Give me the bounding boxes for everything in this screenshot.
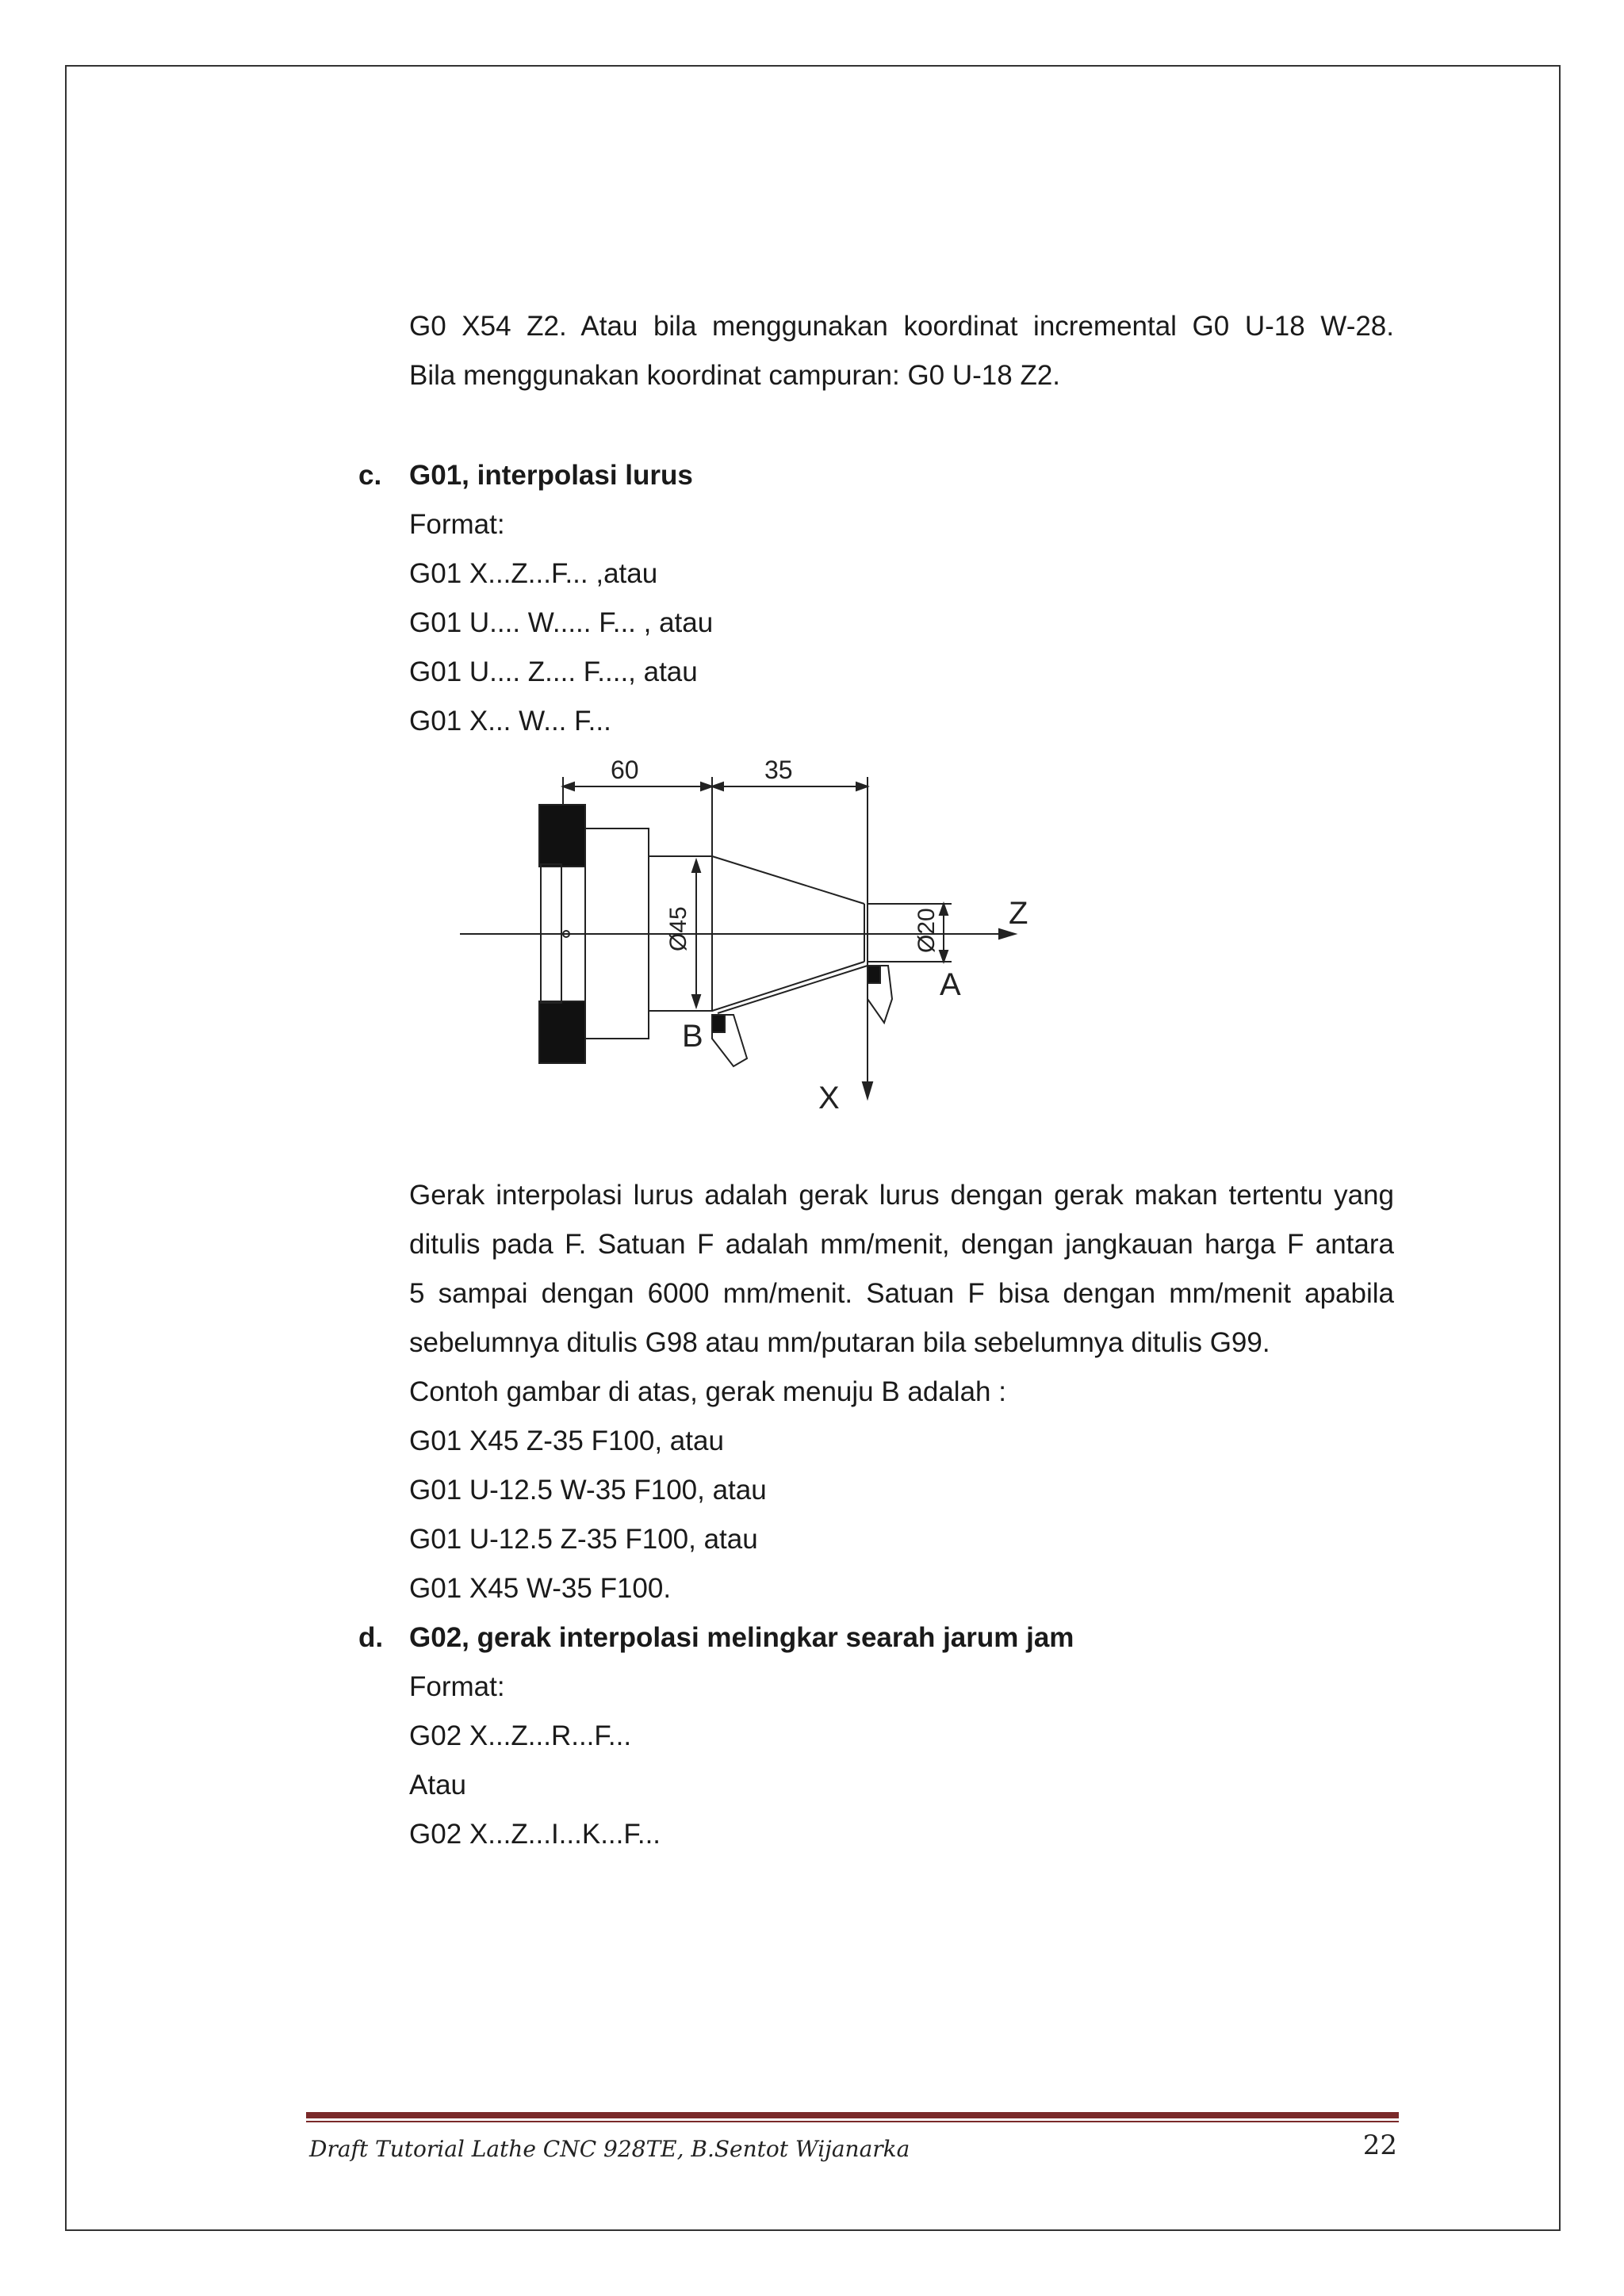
section-d-heading: G02, gerak interpolasi melingkar searah jarum jam xyxy=(409,1622,1074,1653)
dim-arrow xyxy=(712,783,723,790)
dim-label-60: 60 xyxy=(611,756,639,784)
taper-top xyxy=(712,856,864,904)
footer-text: Draft Tutorial Lathe CNC 928TE, B.Sentot Wijanarka xyxy=(309,2136,910,2162)
paragraph-line: Contoh gambar di atas, gerak menuju B adalah : xyxy=(409,1376,1006,1407)
paragraph-line: sebelumnya ditulis G98 atau mm/putaran bila sebelumnya ditulis G99. xyxy=(409,1327,1270,1358)
tool-b-tip xyxy=(712,1015,725,1032)
format-line: G01 U.... Z.... F...., atau xyxy=(409,656,698,687)
section-c-marker: c. xyxy=(358,460,382,491)
chuck-jaw-top xyxy=(539,805,585,867)
example-line: G01 X45 W-35 F100. xyxy=(409,1573,672,1604)
dim-arrow xyxy=(563,783,574,790)
dim-label-dia20: Ø20 xyxy=(914,908,940,953)
paragraph-line: ditulis pada F. Satuan F adalah mm/menit, dengan jangkauan harga F antara xyxy=(409,1229,1394,1260)
format-line: G02 X...Z...R...F... xyxy=(409,1720,632,1751)
page-number: 22 xyxy=(1362,2130,1397,2161)
point-label-a: A xyxy=(940,967,961,1002)
dim-arrow xyxy=(692,995,700,1007)
x-axis-arrowhead xyxy=(863,1082,872,1098)
paragraph-line: 5 sampai dengan 6000 mm/menit. Satuan F bisa dengan mm/menit apabila xyxy=(409,1278,1394,1309)
chuck-jaw-bottom xyxy=(539,1001,585,1063)
intro-line-2: Bila menggunakan koordinat campuran: G0 U-18 Z2. xyxy=(409,360,1061,391)
axis-label-x: X xyxy=(818,1081,840,1115)
footer-rule xyxy=(306,2112,1399,2123)
format-line: G01 X...Z...F... ,atau xyxy=(409,558,658,589)
tool-path xyxy=(718,966,868,1013)
example-line: G01 U-12.5 W-35 F100, atau xyxy=(409,1475,767,1506)
intro-line-1: G0 X54 Z2. Atau bila menggunakan koordinat incremental G0 U-18 W-28. xyxy=(409,311,1394,342)
format-line: G02 X...Z...I...K...F... xyxy=(409,1819,661,1850)
tool-a-tip xyxy=(868,966,880,983)
format-line: G01 U.... W..... F... , atau xyxy=(409,607,714,638)
dim-arrow xyxy=(940,904,948,915)
paragraph-line: Gerak interpolasi lurus adalah gerak lurus dengan gerak makan tertentu yang xyxy=(409,1180,1394,1211)
section-d-format-label: Format: xyxy=(409,1671,505,1702)
taper-bottom xyxy=(712,962,864,1011)
dim-arrow xyxy=(856,783,868,790)
section-c-heading: G01, interpolasi lurus xyxy=(409,460,693,491)
example-line: G01 U-12.5 Z-35 F100, atau xyxy=(409,1524,758,1555)
format-line: G01 X... W... F... xyxy=(409,706,611,737)
dim-arrow xyxy=(940,951,948,962)
format-line: Atau xyxy=(409,1770,466,1800)
lathe-diagram xyxy=(444,745,1063,1126)
footer-rule-thin xyxy=(306,2121,1399,2122)
dim-arrow xyxy=(692,860,700,872)
footer-rule-thick xyxy=(306,2112,1399,2118)
axis-label-z: Z xyxy=(1009,896,1028,931)
point-label-b: B xyxy=(682,1019,703,1054)
example-line: G01 X45 Z-35 F100, atau xyxy=(409,1425,724,1456)
dim-label-35: 35 xyxy=(764,756,793,784)
dim-label-dia45: Ø45 xyxy=(665,906,691,951)
section-d-marker: d. xyxy=(358,1622,384,1653)
section-c-format-label: Format: xyxy=(409,509,505,540)
